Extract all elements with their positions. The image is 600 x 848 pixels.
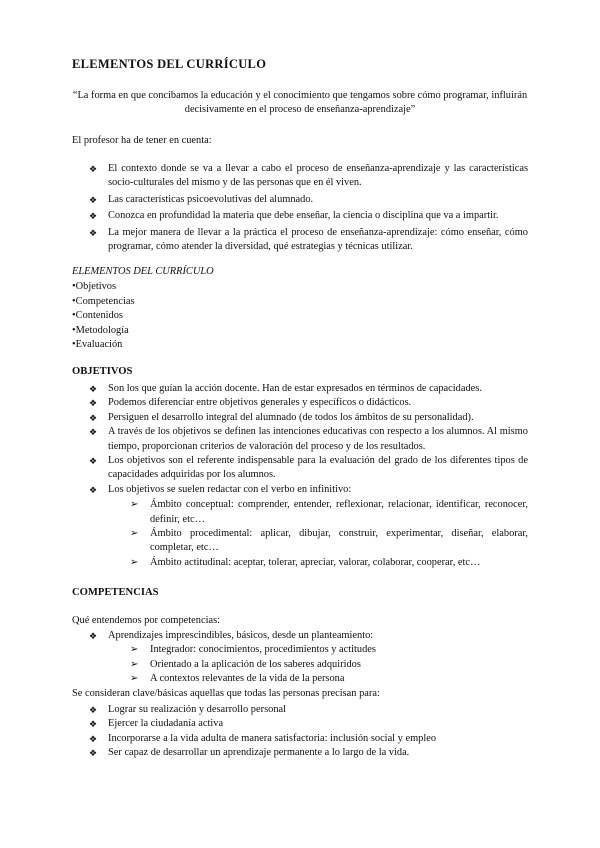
list-item: ❖ Son los que guían la acción docente. Han de estar expresados en términos de capacidades. (88, 382, 528, 396)
diamond-bullet-icon: ❖ (89, 412, 98, 423)
list-item: •Competencias (72, 295, 135, 307)
sublist-item: ➢ A contextos relevantes de la vida de la persona (128, 672, 528, 686)
intro-text: El profesor ha de tener en cuenta: (72, 135, 212, 146)
diamond-bullet-icon: ❖ (89, 194, 98, 205)
list-item: ❖ El contexto donde se va a llevar a cabo el proceso de enseñanza-aprendizaje y las características socio-culturales del mismo y de las personas que en él viven. (89, 163, 528, 189)
list-item: ❖ Los objetivos son el referente indispensable para la evaluación del grado de los diferentes tipos de capacidades adquiridas por los alumnos. (89, 455, 528, 481)
elements-heading: ELEMENTOS DEL CURRÍCULO (72, 266, 214, 277)
diamond-bullet-icon: ❖ (89, 227, 98, 238)
list-item: •Metodología (72, 324, 129, 336)
diamond-bullet-icon: ❖ (89, 427, 98, 438)
diamond-bullet-icon: ❖ (89, 733, 98, 744)
diamond-bullet-icon: ❖ (89, 631, 98, 641)
list-item: ❖ Las características psicoevolutivas del alumnado. (88, 193, 528, 207)
list-item: •Contenidos (72, 310, 123, 321)
clave-list (88, 703, 528, 761)
list-item: •Evaluación (72, 339, 123, 350)
competencias-sublist (128, 643, 528, 686)
diamond-bullet-icon: ❖ (89, 164, 98, 174)
diamond-bullet-icon: ❖ (89, 748, 98, 759)
list-item: ❖ Aprendizajes imprescindibles, básicos, desde un planteamiento: ➢ Integrador: conocimientos, procedimientos y actitudes ➢ Orientado a la aplicación de los saberes adquiridos ➢ A contextos relevantes de la vida de la persona (88, 629, 528, 687)
sublist-item: ➢ Integrador: conocimientos, procedimientos y actitudes (128, 643, 528, 657)
competencias-list (88, 629, 528, 687)
list-item: ❖ Ejercer la ciudadanía activa (88, 717, 528, 731)
list-item: ❖ A través de los objetivos se definen las intenciones educativas con respecto a los alumnos. Al mismo tiempo, proporcionan criterios de valoración del proceso y de los resultados. (89, 426, 528, 452)
list-item: ❖ Incorporarse a la vida adulta de manera satisfactoria: inclusión social y empleo (88, 732, 528, 746)
list-item: ❖ Podemos diferenciar entre objetivos generales y específicos o didácticos. (88, 396, 528, 410)
list-item: ❖ Lograr su realización y desarrollo personal (88, 703, 528, 717)
sublist-item: ➢ Orientado a la aplicación de los saberes adquiridos (128, 658, 528, 672)
diamond-bullet-icon: ❖ (89, 705, 98, 715)
objetivos-heading: OBJETIVOS (72, 366, 133, 377)
clave-intro: Se consideran clave/básicas aquellas que todas las personas precisan para: (72, 688, 380, 699)
list-item: ❖ Ser capaz de desarrollar un aprendizaje permanente a lo largo de la vida. (88, 746, 528, 760)
arrow-bullet-icon: ➢ (130, 499, 139, 511)
arrow-bullet-icon: ➢ (130, 658, 139, 670)
competencias-heading: COMPETENCIAS (72, 587, 159, 598)
list-item: ❖ La mejor manera de llevar a la práctica el proceso de enseñanza-aprendizaje: cómo enseñar, cómo programar, cómo atender la diversidad, qué estrategias y técnicas utilizar. (89, 226, 528, 253)
arrow-bullet-icon: ➢ (130, 528, 139, 540)
objetivos-list (88, 382, 528, 570)
elements-list (72, 280, 135, 353)
intro-list (88, 162, 528, 256)
arrow-bullet-icon: ➢ (130, 644, 139, 656)
diamond-bullet-icon: ❖ (89, 384, 98, 394)
diamond-bullet-icon: ❖ (89, 719, 98, 730)
list-item: ❖ Conozca en profundidad la materia que debe enseñar, la ciencia o disciplina que va a impartir. (88, 209, 528, 223)
diamond-bullet-icon: ❖ (89, 211, 98, 222)
list-item: ❖ Los objetivos se suelen redactar con el verbo en infinitivo: ➢ Ámbito conceptual: comprender, entender, reflexionar, relacionar, identificar, reconocer, definir, etc… ➢ Ámbito procedimental: aplicar, dibujar, construir, experimentar, diseñar, elaborar, completar, etc… ➢ Ámbito actitudinal: aceptar, tolerar, apreciar, valorar, colaborar, cooperar, etc… (88, 483, 528, 570)
sublist-item: ➢ Ámbito actitudinal: aceptar, tolerar, apreciar, valorar, colaborar, cooperar, etc… (128, 556, 528, 570)
page-title: ELEMENTOS DEL CURRÍCULO (72, 57, 267, 71)
objetivos-sublist (128, 498, 528, 570)
arrow-bullet-icon: ➢ (130, 556, 139, 568)
diamond-bullet-icon: ❖ (89, 456, 98, 467)
sublist-item: ➢ Ámbito conceptual: comprender, entender, reflexionar, relacionar, identificar, reconocer, definir, etc… (130, 499, 528, 525)
arrow-bullet-icon: ➢ (130, 673, 139, 685)
diamond-bullet-icon: ❖ (89, 398, 98, 409)
list-item: •Objetivos (72, 281, 117, 292)
competencias-intro: Qué entendemos por competencias: (72, 615, 221, 626)
intro-quote: “La forma en que concibamos la educación y el conocimiento que tengamos sobre cómo programar, influirán decisivamente en el proceso de enseñanza-aprendizaje” (72, 90, 528, 115)
sublist-item: ➢ Ámbito procedimental: aplicar, dibujar, construir, experimentar, diseñar, elaborar, completar, etc… (130, 528, 528, 554)
list-item: ❖ Persiguen el desarrollo integral del alumnado (de todos los ámbitos de su personalidad). (88, 411, 528, 425)
diamond-bullet-icon: ❖ (89, 484, 98, 495)
